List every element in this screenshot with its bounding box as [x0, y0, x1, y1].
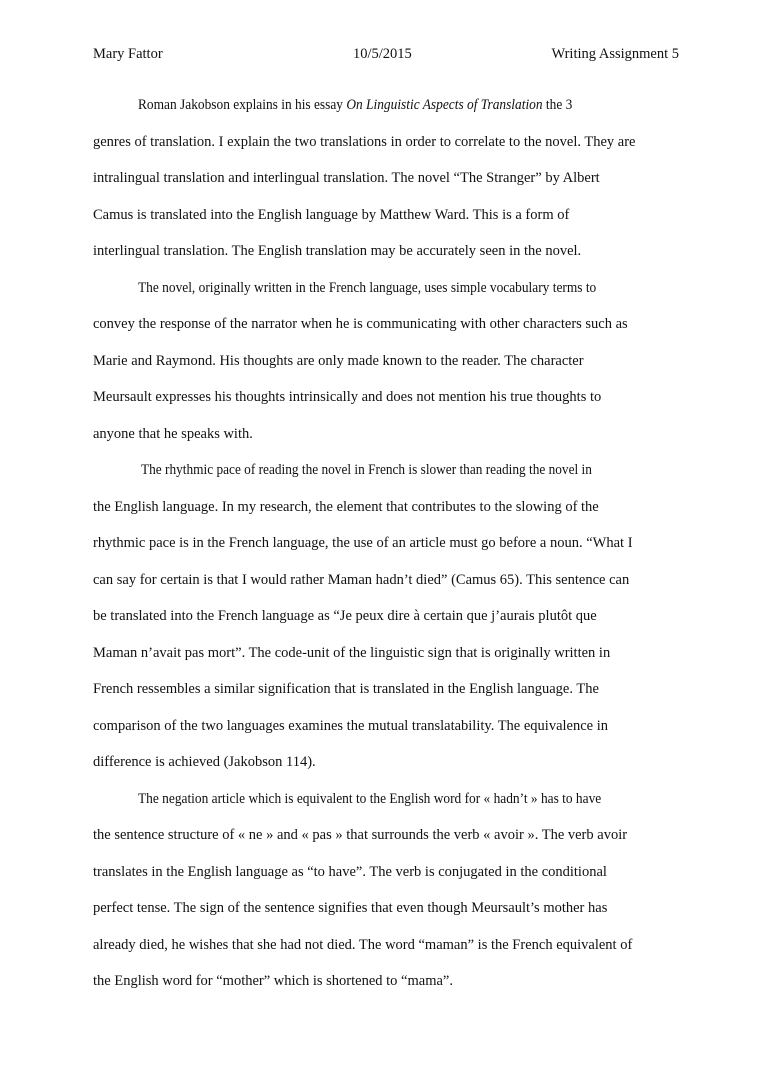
paragraph-3-line-2: the English language. In my research, the element that contributes to the slowing of the	[93, 499, 599, 515]
paragraph-1-line-5: interlingual translation. The English translation may be accurately seen in the novel.	[93, 243, 582, 259]
paragraph-3-line-6: Maman n’avait pas mort”. The code-unit of the linguistic sign that is originally written in	[93, 645, 611, 661]
paragraph-3-line-9: difference is achieved (Jakobson 114).	[93, 754, 316, 770]
paragraph-4-line-5: already died, he wishes that she had not died. The word “maman” is the French equivalent of	[93, 937, 633, 953]
paragraph-2-line-3: Marie and Raymond. His thoughts are only made known to the reader. The character	[93, 353, 584, 369]
paragraph-2-line-1: The novel, originally written in the French language, uses simple vocabulary terms to	[138, 280, 597, 296]
paragraph-3-line-5: be translated into the French language as “Je peux dire à certain que j’aurais plutôt que	[93, 608, 597, 624]
paragraph-2-line-2: convey the response of the narrator when he is communicating with other characters such as	[93, 316, 628, 332]
paragraph-1-line-4: Camus is translated into the English language by Matthew Ward. This is a form of	[93, 207, 570, 223]
page-header	[93, 46, 679, 68]
text-run: Roman Jakobson explains in his essay	[138, 97, 347, 113]
paragraph-4-line-6: the English word for “mother” which is shortened to “mama”.	[93, 973, 453, 989]
paragraph-1-line-1	[138, 95, 683, 115]
paragraph-3-line-4: can say for certain is that I would rather Maman hadn’t died” (Camus 65). This sentence can	[93, 572, 630, 588]
header-author: Mary Fattor	[93, 46, 163, 62]
text-run: the 3	[542, 97, 573, 113]
paragraph-1-line-2: genres of translation. I explain the two translations in order to correlate to the novel. They are	[93, 134, 636, 150]
paragraph-2-line-5: anyone that he speaks with.	[93, 426, 253, 442]
header-assignment-title: Writing Assignment 5	[551, 46, 679, 62]
paragraph-3-line-3: rhythmic pace is in the French language, the use of an article must go before a noun. “What I	[93, 535, 633, 551]
paragraph-3-line-7: French ressembles a similar signification that is translated in the English language. The	[93, 681, 599, 697]
paragraph-4-line-1: The negation article which is equivalent to the English word for « hadn’t » has to have	[138, 791, 602, 807]
paragraph-1-line-3: intralingual translation and interlingual translation. The novel “The Stranger” by Albert	[93, 170, 600, 186]
paragraph-3-line-1: The rhythmic pace of reading the novel in French is slower than reading the novel in	[141, 462, 592, 478]
paragraph-2-line-4: Meursault expresses his thoughts intrinsically and does not mention his true thoughts to	[93, 389, 602, 405]
paragraph-3-line-8: comparison of the two languages examines the mutual translatability. The equivalence in	[93, 718, 608, 734]
paragraph-4-line-2: the sentence structure of « ne » and « pas » that surrounds the verb « avoir ». The verb avoir	[93, 827, 628, 843]
essay-title-italic: On Linguistic Aspects of Translation	[346, 97, 543, 113]
paragraph-4-line-4: perfect tense. The sign of the sentence signifies that even though Meursault’s mother has	[93, 900, 608, 916]
header-date: 10/5/2015	[353, 46, 412, 62]
paragraph-4-line-3: translates in the English language as “to have”. The verb is conjugated in the conditional	[93, 864, 607, 880]
